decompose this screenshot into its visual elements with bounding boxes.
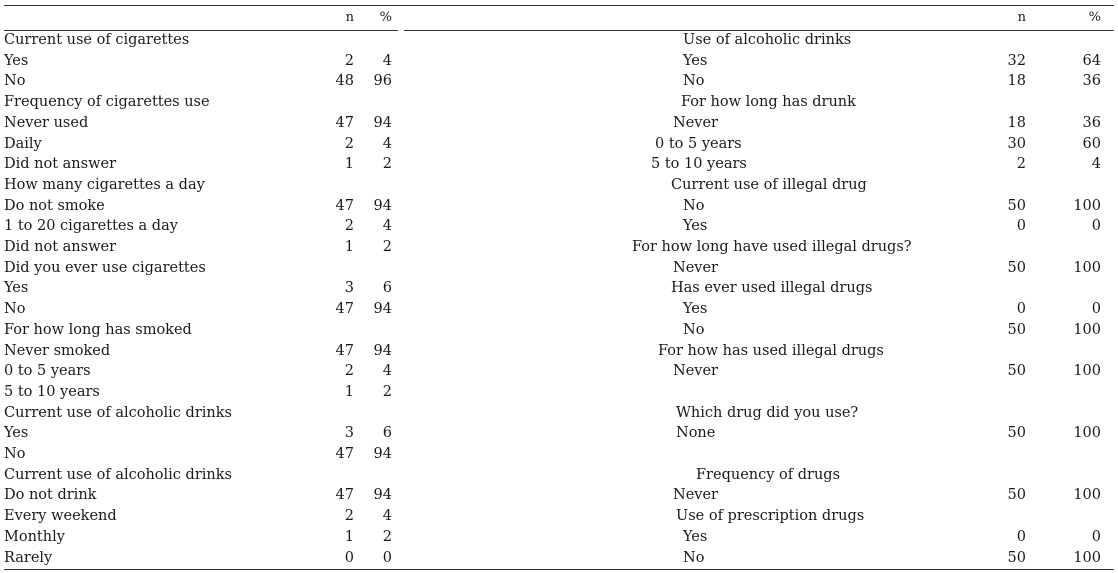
left-row-label: Yes [4, 425, 29, 442]
right-row-pct: 36 [1082, 73, 1101, 90]
left-row-n: 3 [344, 280, 354, 297]
left-row-label: Do not smoke [4, 197, 105, 214]
right-row-n: 32 [1007, 52, 1026, 69]
right-section-label: Frequency of drugs [696, 466, 841, 483]
left-pct-header: % [379, 10, 392, 25]
left-row-pct: 2 [382, 239, 392, 255]
left-row-n: 47 [335, 114, 354, 131]
left-row-pct: 96 [373, 73, 392, 90]
right-pct-header: % [1088, 10, 1101, 25]
left-row-label: 1 to 20 cigarettes a day [4, 218, 178, 235]
left-row-pct: 6 [382, 425, 392, 442]
left-row-label: Yes [4, 280, 29, 297]
left-row-label: No [4, 73, 26, 90]
right-row-n: 50 [1007, 425, 1026, 442]
right-row-n: 50 [1007, 363, 1026, 380]
right-row-pct: 100 [1073, 363, 1101, 380]
right-row-n: 18 [1007, 73, 1026, 90]
left-row-pct: 94 [373, 301, 392, 318]
right-section-label: For how long have used illegal drugs? [632, 239, 912, 255]
left-row-label: Do not drink [4, 487, 97, 504]
right-row-n: 50 [1007, 321, 1026, 338]
right-row-label: Never [673, 487, 718, 504]
right-row-label: Yes [683, 52, 708, 69]
right-row-n: 0 [1016, 218, 1026, 235]
left-row-n: 1 [344, 239, 354, 255]
left-row-label: Never smoked [4, 342, 111, 359]
right-section-label: Use of alcoholic drinks [683, 32, 852, 48]
left-section-label: Current use of alcoholic drinks [4, 466, 232, 483]
right-row-n: 0 [1016, 528, 1026, 545]
right-row-label: 5 to 10 years [651, 156, 747, 173]
right-row-n: 0 [1016, 301, 1026, 318]
right-row-pct: 100 [1073, 487, 1101, 504]
left-row-pct: 2 [382, 156, 392, 173]
left-row-label: 0 to 5 years [4, 363, 91, 380]
right-section-label: For how has used illegal drugs [658, 342, 884, 359]
left-row-n: 47 [335, 342, 354, 359]
right-row-label: Yes [683, 301, 708, 318]
right-row-pct: 100 [1073, 259, 1101, 276]
left-row-label: Monthly [4, 528, 65, 545]
right-row-label: Never [673, 363, 718, 380]
left-section-label: Did you ever use cigarettes [4, 259, 206, 276]
right-section-label: For how long has drunk [681, 94, 856, 111]
left-row-n: 2 [344, 135, 354, 152]
left-row-pct: 94 [373, 487, 392, 504]
left-row-n: 2 [344, 218, 354, 235]
left-row-label: No [4, 446, 26, 462]
right-row-pct: 4 [1091, 156, 1101, 173]
left-row-n: 47 [335, 197, 354, 214]
left-row-pct: 94 [373, 342, 392, 359]
left-row-n: 0 [344, 549, 354, 566]
right-row-pct: 36 [1082, 114, 1101, 131]
left-row-label: Did not answer [4, 239, 117, 255]
left-row-pct: 94 [373, 446, 392, 462]
right-row-label: No [683, 73, 705, 90]
left-row-label: Rarely [4, 549, 53, 566]
top-rule [4, 5, 1114, 6]
right-row-pct: 0 [1091, 301, 1101, 318]
left-row-label: Never used [4, 114, 89, 131]
right-row-label: None [676, 425, 716, 442]
left-row-n: 3 [344, 425, 354, 442]
right-row-pct: 0 [1091, 528, 1101, 545]
left-section-label: For how long has smoked [4, 321, 192, 338]
left-row-pct: 2 [382, 528, 392, 545]
right-section-label: Use of prescription drugs [676, 508, 865, 525]
left-section-label: Current use of cigarettes [4, 32, 190, 48]
left-section-label: How many cigarettes a day [4, 176, 205, 193]
right-row-n: 50 [1007, 259, 1026, 276]
left-section-label: Frequency of cigarettes use [4, 94, 210, 111]
left-row-pct: 6 [382, 280, 392, 297]
right-row-label: No [683, 321, 705, 338]
left-row-n: 2 [344, 52, 354, 69]
right-row-n: 50 [1007, 487, 1026, 504]
right-row-pct: 100 [1073, 197, 1101, 214]
right-row-label: Yes [683, 218, 708, 235]
left-row-label: Did not answer [4, 156, 117, 173]
right-row-label: Never [673, 114, 718, 131]
right-row-label: 0 to 5 years [655, 135, 742, 152]
left-row-label: Yes [4, 52, 29, 69]
right-row-n: 30 [1007, 135, 1026, 152]
left-row-label: Every weekend [4, 508, 117, 525]
left-row-n: 1 [344, 528, 354, 545]
right-row-n: 18 [1007, 114, 1026, 131]
left-row-pct: 2 [382, 383, 392, 400]
left-row-pct: 94 [373, 114, 392, 131]
right-row-pct: 100 [1073, 321, 1101, 338]
left-row-label: 5 to 10 years [4, 383, 100, 400]
left-row-n: 2 [344, 508, 354, 525]
right-row-pct: 100 [1073, 425, 1101, 442]
left-row-label: No [4, 301, 26, 318]
left-row-pct: 4 [382, 363, 392, 380]
right-row-pct: 60 [1082, 135, 1101, 152]
left-row-pct: 4 [382, 508, 392, 525]
right-row-pct: 100 [1073, 549, 1101, 566]
right-row-pct: 64 [1082, 52, 1101, 69]
left-row-n: 1 [344, 383, 354, 400]
right-row-label: No [683, 197, 705, 214]
right-row-label: Never [673, 259, 718, 276]
right-row-label: Yes [683, 528, 708, 545]
right-row-n: 50 [1007, 197, 1026, 214]
right-section-label: Current use of illegal drug [671, 176, 867, 193]
left-section-label: Current use of alcoholic drinks [4, 404, 232, 421]
left-row-n: 48 [335, 73, 354, 90]
right-section-label: Has ever used illegal drugs [671, 280, 873, 297]
left-row-label: Daily [4, 135, 42, 152]
left-row-pct: 4 [382, 218, 392, 235]
left-n-header: n [345, 10, 354, 25]
left-row-pct: 0 [382, 549, 392, 566]
left-row-n: 47 [335, 487, 354, 504]
left-row-n: 2 [344, 363, 354, 380]
right-row-n: 50 [1007, 549, 1026, 566]
right-row-n: 2 [1016, 156, 1026, 173]
right-row-pct: 0 [1091, 218, 1101, 235]
right-n-header: n [1017, 10, 1026, 25]
right-section-label: Which drug did you use? [676, 404, 859, 421]
left-row-n: 1 [344, 156, 354, 173]
left-row-n: 47 [335, 301, 354, 318]
left-row-pct: 4 [382, 135, 392, 152]
right-row-label: No [683, 549, 705, 566]
left-row-pct: 94 [373, 197, 392, 214]
left-row-pct: 4 [382, 52, 392, 69]
bottom-rule [4, 569, 1114, 570]
left-row-n: 47 [335, 446, 354, 462]
